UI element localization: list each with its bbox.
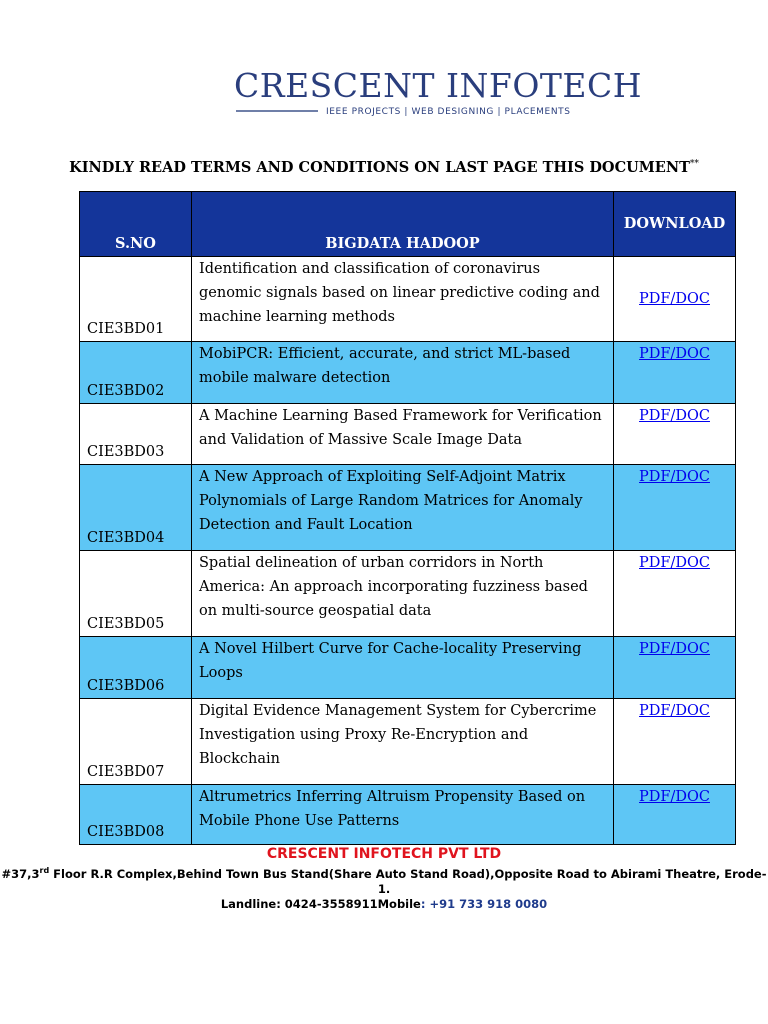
address-rest: Floor R.R Complex,Behind Town Bus Stand(Share Auto Stand Road),Opposite Road to Abirami Theatre, Erode-1. xyxy=(49,866,767,896)
table-row xyxy=(80,465,736,551)
footer-address xyxy=(0,863,768,897)
project-title: Spatial delineation of urban corridors in North America: An approach incorporating fuzziness based on multi-source geospatial data xyxy=(192,551,614,637)
project-title: Altrumetrics Inferring Altruism Propensity Based on Mobile Phone Use Patterns xyxy=(192,785,614,845)
project-id: CIE3BD02 xyxy=(80,342,192,404)
logo-divider xyxy=(236,110,318,112)
download-link[interactable]: PDF/DOC xyxy=(639,469,710,485)
table-row xyxy=(80,699,736,785)
project-id: CIE3BD05 xyxy=(80,551,192,637)
project-id: CIE3BD03 xyxy=(80,404,192,465)
address-prefix: #37,3 xyxy=(1,866,40,881)
terms-notice-marks: ** xyxy=(689,159,699,169)
download-link[interactable]: PDF/DOC xyxy=(639,789,710,805)
header-download: DOWNLOAD xyxy=(614,192,736,257)
project-title: Digital Evidence Management System for Cybercrime Investigation using Proxy Re-Encryption and Blockchain xyxy=(192,699,614,785)
logo-name: CRESCENT INFOTECH xyxy=(234,66,642,105)
landline-text: Landline: 0424-3558911Mobile xyxy=(220,896,421,911)
footer-contact xyxy=(0,897,768,912)
download-link[interactable]: PDF/DOC xyxy=(639,641,710,657)
project-id: CIE3BD08 xyxy=(80,785,192,845)
logo-tagline: IEEE PROJECTS | WEB DESIGNING | PLACEMENTS xyxy=(326,107,571,117)
download-link[interactable]: PDF/DOC xyxy=(639,346,710,362)
terms-notice xyxy=(0,154,768,178)
header-title: BIGDATA HADOOP xyxy=(192,192,614,257)
download-link[interactable]: PDF/DOC xyxy=(639,555,710,571)
project-title: A Novel Hilbert Curve for Cache-locality Preserving Loops xyxy=(192,637,614,699)
header-sno: S.NO xyxy=(80,192,192,257)
project-id: CIE3BD04 xyxy=(80,465,192,551)
project-title: A New Approach of Exploiting Self-Adjoint Matrix Polynomials of Large Random Matrices for Anomaly Detection and Fault Location xyxy=(192,465,614,551)
table-row xyxy=(80,551,736,637)
table-row xyxy=(80,342,736,404)
project-title: A Machine Learning Based Framework for Verification and Validation of Massive Scale Image Data xyxy=(192,404,614,465)
project-id: CIE3BD07 xyxy=(80,699,192,785)
company-logo xyxy=(0,66,768,126)
address-superscript: rd xyxy=(39,866,50,875)
project-id: CIE3BD01 xyxy=(80,257,192,342)
download-link[interactable]: PDF/DOC xyxy=(639,291,710,307)
table-header-row xyxy=(80,192,736,257)
mobile-number: : +91 733 918 0080 xyxy=(420,896,548,911)
terms-notice-text: KINDLY READ TERMS AND CONDITIONS ON LAST PAGE THIS DOCUMENT xyxy=(69,158,690,176)
table-row xyxy=(80,257,736,342)
project-id: CIE3BD06 xyxy=(80,637,192,699)
table-row xyxy=(80,637,736,699)
table-row xyxy=(80,404,736,465)
projects-table xyxy=(79,191,736,845)
table-row xyxy=(80,785,736,845)
download-link[interactable]: PDF/DOC xyxy=(639,703,710,719)
page-footer xyxy=(0,846,768,912)
project-title: Identification and classification of coronavirus genomic signals based on linear predictive coding and machine learning methods xyxy=(192,257,614,342)
footer-company-name: CRESCENT INFOTECH PVT LTD xyxy=(266,846,502,862)
download-link[interactable]: PDF/DOC xyxy=(639,408,710,424)
project-title: MobiPCR: Efficient, accurate, and strict ML-based mobile malware detection xyxy=(192,342,614,404)
